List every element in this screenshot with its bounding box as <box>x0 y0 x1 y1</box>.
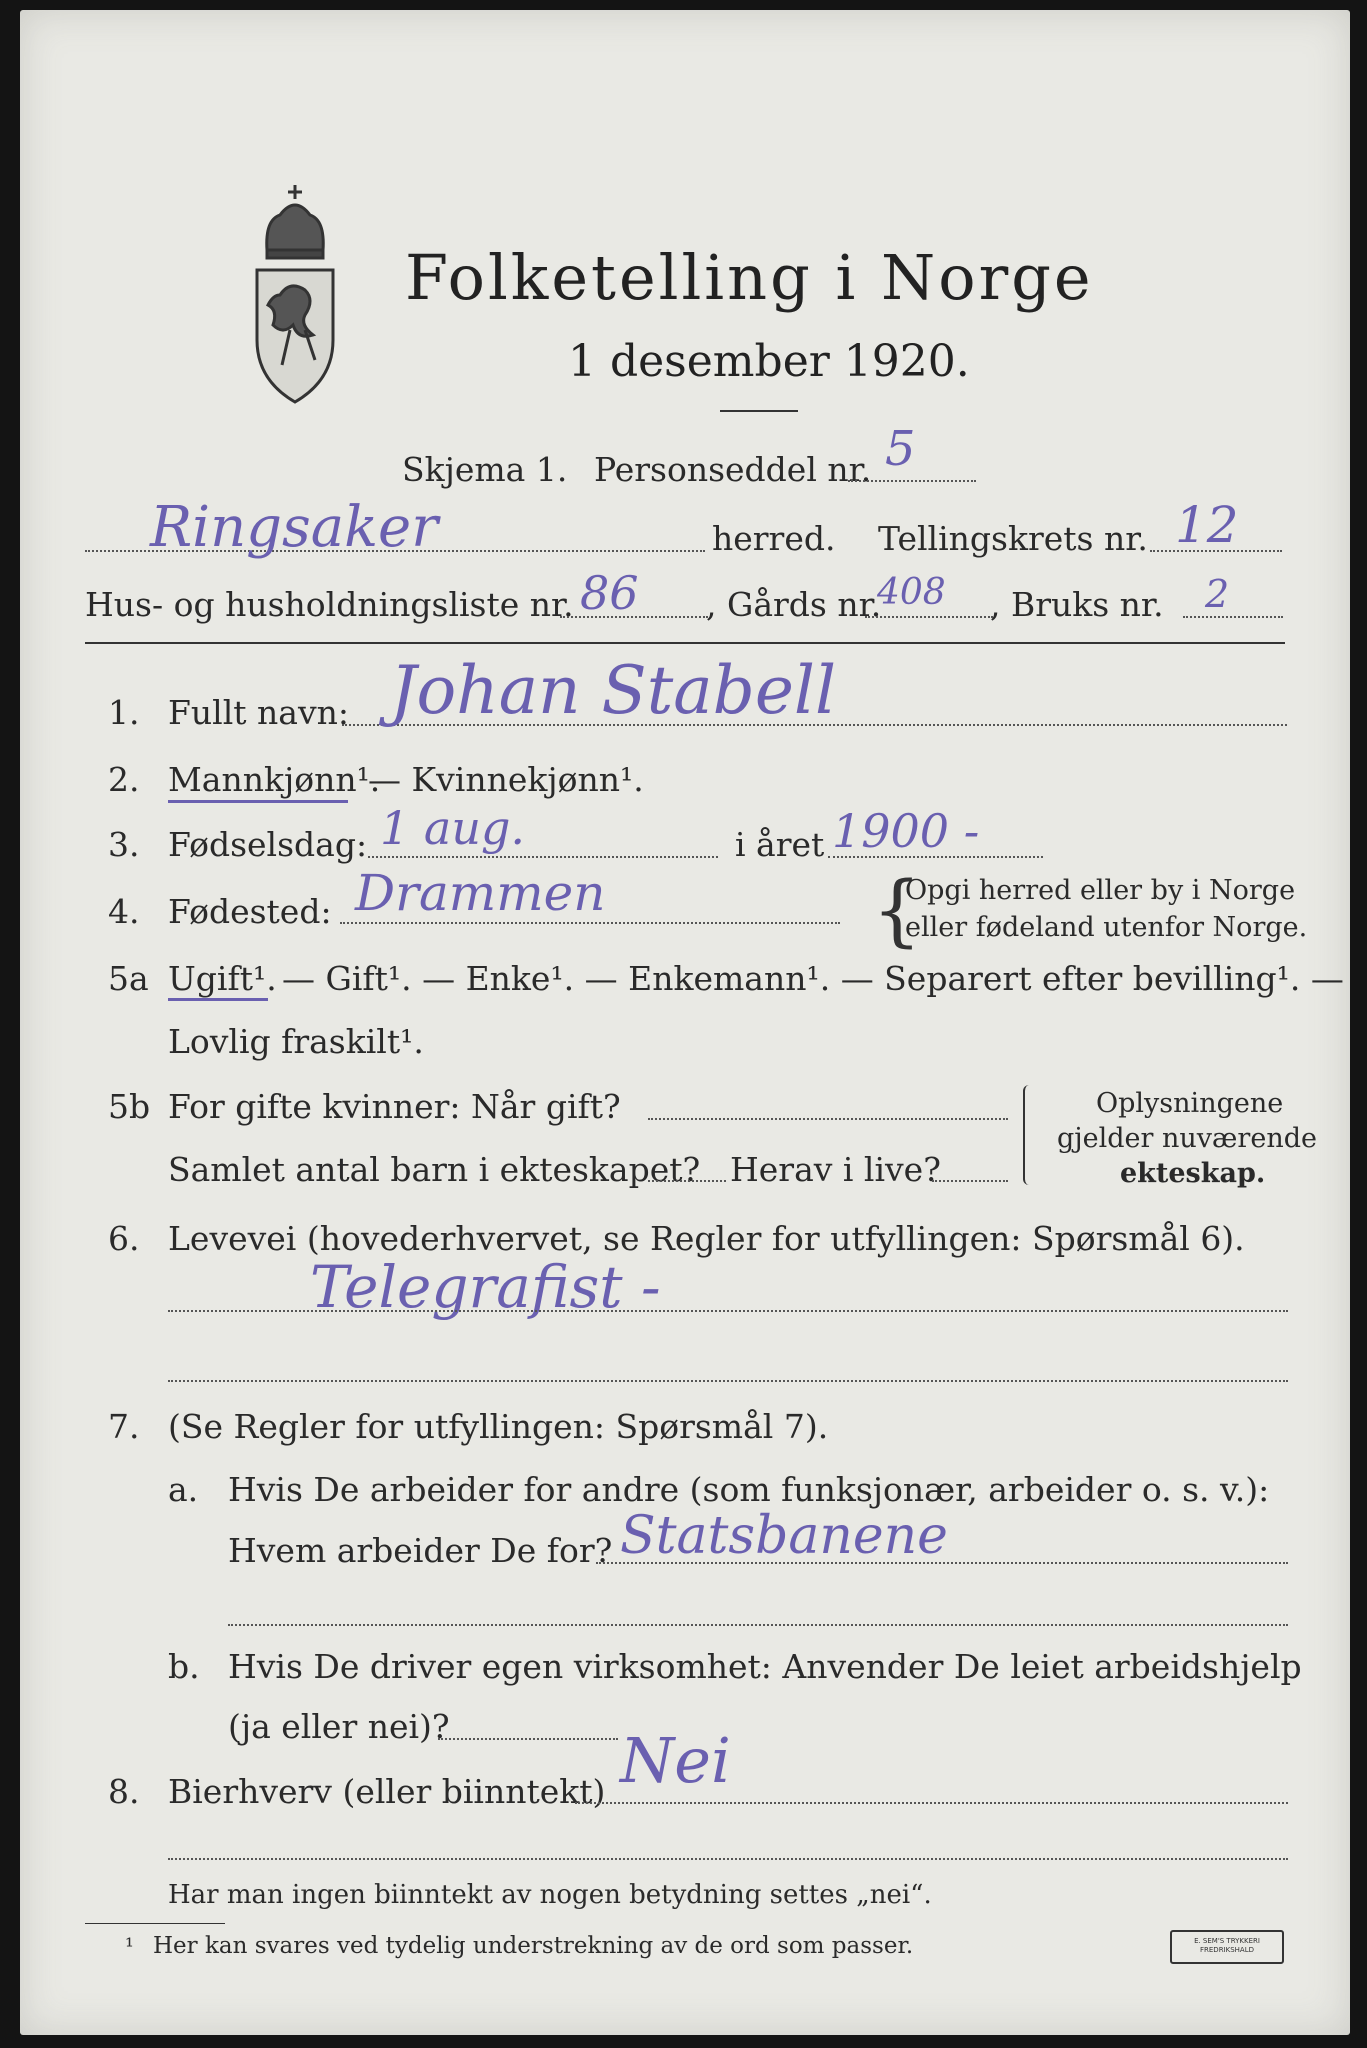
title-divider <box>720 410 798 412</box>
q3-label: Fødselsdag: <box>168 825 368 864</box>
q5b-bracket <box>1023 1085 1035 1185</box>
q5b-note-line1: Oplysningene <box>1096 1088 1284 1119</box>
q5b-note-line2: gjelder nuværende <box>1057 1123 1317 1154</box>
q7a-extra-line <box>228 1624 1288 1626</box>
q3-birthday-value: 1 aug. <box>380 801 526 855</box>
q4-line <box>340 922 840 924</box>
q5b-alive-label: Herav i live? <box>730 1150 941 1189</box>
q5a-other-options: — Gift¹. — Enke¹. — Enkemann¹. — Separert efter bevilling¹. — <box>282 959 1344 998</box>
q1-number: 1. <box>108 693 140 732</box>
footnote-text: Her kan svares ved tydelig understrekning av de ord som passer. <box>153 1933 914 1959</box>
personseddel-label: Personseddel nr. <box>594 450 872 489</box>
bruks-label: , Bruks nr. <box>990 585 1164 624</box>
q5b-married-line <box>648 1118 1008 1120</box>
q5b-children-label: Samlet antal barn i ekteskapet? <box>168 1150 701 1189</box>
q7b-label: Hvis De driver egen virksomhet: Anvender De leiet arbeidshjelp <box>228 1647 1302 1686</box>
coat-of-arms-icon <box>245 180 345 405</box>
bruks-line <box>1183 616 1283 618</box>
gards-value: 408 <box>877 572 946 613</box>
personseddel-line <box>848 480 976 482</box>
husholdningsliste-label: Hus- og husholdningsliste nr. <box>85 585 574 624</box>
tellingskrets-label: Tellingskrets nr. <box>878 519 1148 558</box>
gards-label: , Gårds nr. <box>706 585 882 624</box>
bruks-value: 2 <box>1205 572 1230 616</box>
q1-label: Fullt navn: <box>168 693 349 732</box>
q7a-letter: a. <box>168 1470 199 1509</box>
q7b-line <box>438 1738 618 1740</box>
q8-line <box>575 1802 1288 1804</box>
q4-label: Fødested: <box>168 892 332 931</box>
q5a-unmarried-option: Ugift¹. <box>168 959 277 998</box>
q5a-unmarried-underline <box>168 998 268 1001</box>
q3-year-value: 1900 - <box>832 804 980 858</box>
form-title: Folketelling i Norge <box>405 241 1094 314</box>
q4-birthplace-value: Drammen <box>355 864 606 922</box>
q1-full-name-value: Johan Stabell <box>390 652 837 729</box>
q7a-label: Hvis De arbeider for andre (som funksjonær, arbeider o. s. v.): <box>228 1470 1270 1509</box>
q5b-married-label: For gifte kvinner: Når gift? <box>168 1087 621 1126</box>
tellingskrets-value: 12 <box>1175 496 1239 554</box>
q2-number: 2. <box>108 760 140 799</box>
q6-line2 <box>168 1380 1288 1382</box>
printer-stamp <box>1170 1930 1284 1964</box>
footnote-divider <box>85 1923 225 1924</box>
personseddel-value: 5 <box>885 421 916 477</box>
census-form <box>20 10 1350 2035</box>
q6-number: 6. <box>108 1219 140 1258</box>
q4-note-line2: eller fødeland utenfor Norge. <box>905 912 1308 943</box>
q5a-number: 5a <box>108 959 149 998</box>
q2-male-underline <box>168 800 348 803</box>
schema-label: Skjema 1. <box>402 450 568 489</box>
q4-number: 4. <box>108 892 140 931</box>
q5b-number: 5b <box>108 1087 151 1126</box>
q5a-divorced-option: Lovlig fraskilt¹. <box>168 1022 424 1061</box>
q4-note-line1: Opgi herred eller by i Norge <box>905 875 1296 906</box>
q4-brace: { <box>872 866 922 956</box>
q8-label: Bierhverv (eller biinntekt) <box>168 1772 606 1811</box>
gards-line <box>865 616 993 618</box>
husholdningsliste-value: 86 <box>580 566 639 620</box>
q7a-employer-label: Hvem arbeider De for? <box>228 1531 613 1570</box>
q6-label: Levevei (hovederhvervet, se Regler for utfyllingen: Spørsmål 6). <box>168 1219 1245 1258</box>
q3-number: 3. <box>108 825 140 864</box>
herred-label: herred. <box>712 519 836 558</box>
q8-note: Har man ingen biinntekt av nogen betydning settes „nei“. <box>168 1880 932 1910</box>
q8-number: 8. <box>108 1772 140 1811</box>
q5b-alive-line <box>932 1180 1008 1182</box>
q7b-hired-help-label: (ja eller nei)? <box>228 1707 450 1746</box>
census-date: 1 desember 1920. <box>568 336 970 387</box>
printer-stamp-text: E. SEM'S TRYKKERI FREDRIKSHALD <box>1194 1937 1260 1954</box>
q3-year-label: i året <box>735 825 825 864</box>
q6-occupation-value: Telegrafist - <box>310 1253 661 1321</box>
q5b-children-line <box>648 1180 726 1182</box>
q7-number: 7. <box>108 1407 140 1446</box>
q2-male-option: Mannkjønn¹. <box>168 760 381 799</box>
q3-line <box>368 856 718 858</box>
q8-extra-line <box>168 1858 1288 1860</box>
q7a-employer-value: Statsbanene <box>620 1506 948 1566</box>
header-divider <box>85 642 1285 644</box>
herred-value: Ringsaker <box>150 495 438 560</box>
q7-label: (Se Regler for utfyllingen: Spørsmål 7). <box>168 1407 829 1446</box>
footnote-mark: ¹ <box>125 1935 134 1960</box>
q5b-note-line3: ekteskap. <box>1120 1158 1266 1189</box>
q2-female-option: — Kvinnekjønn¹. <box>368 760 644 799</box>
q8-side-income-value: Nei <box>620 1724 731 1797</box>
q6-line1 <box>168 1310 1288 1312</box>
q7b-letter: b. <box>168 1647 200 1686</box>
